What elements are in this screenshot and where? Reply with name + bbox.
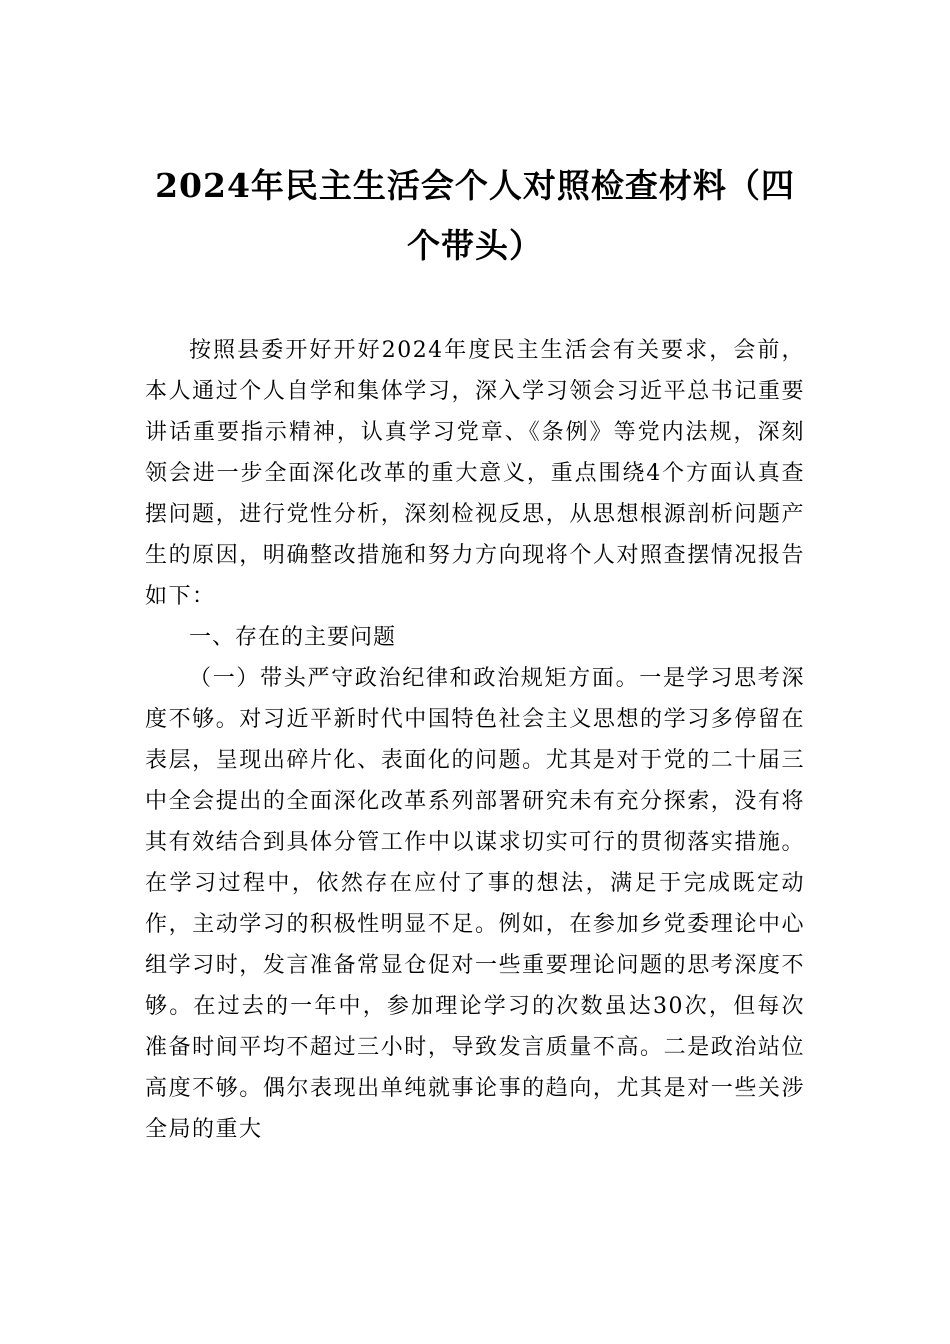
title-line-1: 2024年民主生活会个人对照检查材料（四: [155, 166, 795, 205]
subsection-paragraph-1: [145, 658, 805, 1150]
title-line-2: 个带头）: [407, 226, 543, 265]
section-heading-problems: 一、存在的主要问题: [189, 625, 397, 650]
subsection-body: 一是学习思考深度不够。对习近平新时代中国特色社会主义思想的学习多停留在表层，呈现出碎片化、表面化的问题。尤其是对于党的二十届三中全会提出的全面深化改革系列部署研究未有充分探索，没有将其有效结合到具体分管工作中以谋求切实可行的贯彻落实措施。在学习过程中，依然存在应付了事的想法，满足于完成既定动作，主动学习的积极性明显不足。例如，在参加乡党委理论中心组学习时，发言准备常显仓促对一些重要理论问题的思考深度不够。在过去的一年中，参加理论学习的次数虽达30次，但每次准备时间平均不超过三小时，导致发言质量不高。二是政治站位高度不够。偶尔表现出单纯就事论事的趋向，尤其是对一些关涉全局的重大: [145, 666, 805, 1142]
document-body: [145, 330, 805, 1150]
subsection-lead: （一）带头严守政治纪律和政治规矩方面。: [189, 666, 640, 691]
intro-paragraph: 按照县委开好开好2024年度民主生活会有关要求，会前，本人通过个人自学和集体学习，深入学习领会习近平总书记重要讲话重要指示精神，认真学习党章、《条例》等党内法规，深刻领会进一步全面深化改革的重大意义，重点围绕4个方面认真查摆问题，进行党性分析，深刻检视反思，从思想根源剖析问题产生的原因，明确整改措施和努力方向现将个人对照查摆情况报告如下：: [145, 338, 805, 609]
document-title: [140, 156, 810, 276]
